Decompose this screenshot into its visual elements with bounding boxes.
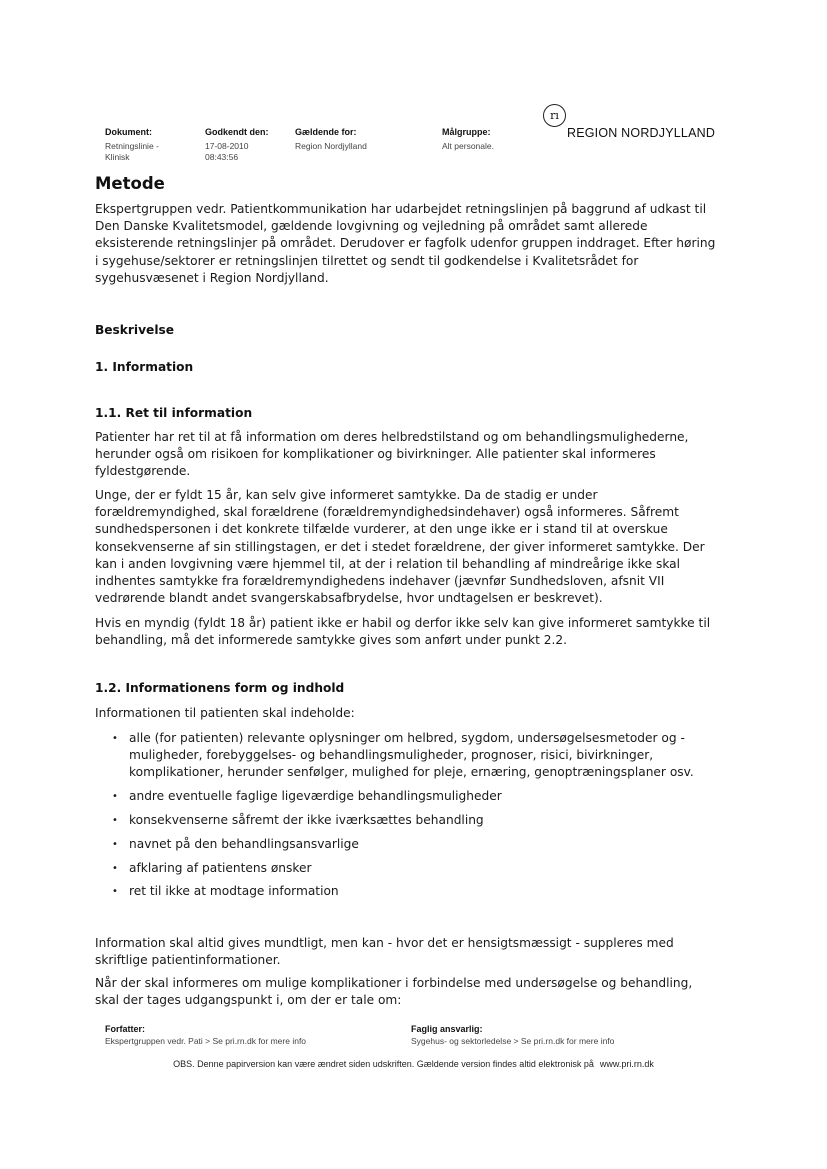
ret-paragraph-1: Patienter har ret til at få information om deres helbredstilstand og om behandlingsmulighederne, herunder også om risikoen for komplikationer og bivirkninger. Alle patienter skal informeres fyldestgørende. [95, 430, 689, 479]
header-target-group-value: Alt personale. [442, 140, 494, 151]
footer-author-label: Forfatter: [105, 1024, 145, 1034]
bullet-icon: • [112, 886, 118, 898]
header-approved-label: Godkendt den: [205, 127, 269, 137]
ret-paragraph-3: Hvis en myndig (fyldt 18 år) patient ikke er habil og derfor ikke selv kan give informeret samtykke til behandling, må det informerede samtykke gives som anført under punkt 2.2. [95, 616, 711, 648]
ret-paragraph-2: Unge, der er fyldt 15 år, kan selv give informeret samtykke. Da de stadig er under forældremyndighed, skal forældrene (forældremyndighedsindehaver) også informeres. Såfremt sundhedspersonen i det konkrete tilfælde vurderer, at den unge ikke er i stand til at overskue konsekvenserne af sin stillingstagen, er det i stedet forældrene, der giver informeret samtykke. Der kan i anden lovgivning være hjemmel til, at der i relation til behandling af mindreårige ikke skal indhentes samtykke fra forældremyndighedens indehaver (jævnfør Sundhedsloven, afsnit VII vedrørende blandt andet svangerskabsafbrydelse, hvor undtagelsen er beskrevet). [95, 488, 705, 606]
metode-text: Ekspertgruppen vedr. Patientkommunikation har udarbejdet retningslinjen på baggrund af udkast til Den Danske Kvalitetsmodel, gældende lovgivning og vejledning på området samt allerede eksisterende retningslinjer på området. Derudover er fagfolk udenfor gruppen inddraget. Efter høring i sygehuse/sektorer er retningslinjen tilrettet og sendt til godkendelse i Kvalitetsrådet for sygehusvæsenet i Region Nordjylland. [95, 202, 716, 285]
section-metode [95, 174, 720, 287]
region-logo-icon: rı [543, 104, 566, 127]
footer-responsible-value: Sygehus- og sektorledelse > Se pri.rn.dk for mere info [411, 1035, 615, 1046]
list-item [95, 883, 720, 900]
header-document-label: Dokument: [105, 127, 152, 137]
header-target-group-label: Målgruppe: [442, 127, 491, 137]
bullet-icon: • [112, 815, 118, 826]
region-logo [543, 104, 733, 144]
list-item-text: andre eventuelle faglige ligeværdige behandlingsmuligheder [129, 789, 502, 804]
header-target-group [442, 127, 542, 152]
list-item [95, 836, 720, 853]
list-item [95, 860, 720, 877]
footer-responsible [411, 1024, 711, 1047]
form-bullet-list [95, 730, 720, 907]
bullet-icon: • [112, 862, 118, 874]
header-valid-for-label: Gældende for: [295, 127, 357, 137]
header-approved [205, 127, 285, 164]
bullet-icon: • [112, 838, 118, 850]
metode-heading: Metode [95, 174, 165, 193]
header-approved-value: 17-08-2010 08:43:56 [205, 140, 249, 162]
footer-author [105, 1024, 385, 1047]
list-item [95, 730, 720, 782]
informationens-form-heading: 1.2. Informationens form og indhold [95, 681, 345, 695]
bullet-icon: • [112, 791, 118, 803]
list-item-text: ret til ikke at modtage information [129, 884, 339, 899]
header-valid-for-value: Region Nordjylland [295, 140, 367, 151]
beskrivelse-heading: Beskrivelse [95, 323, 175, 337]
bullet-icon: • [112, 733, 118, 744]
list-item [95, 788, 720, 805]
header-document-value: Retningslinie - Klinisk [105, 140, 159, 162]
footer-responsible-label: Faglig ansvarlig: [411, 1024, 483, 1034]
footer-obs-notice [0, 1059, 827, 1069]
list-item-text: konsekvenserne såfremt der ikke iværksættes behandling [129, 813, 484, 827]
form-intro: Informationen til patienten skal indeholde: [95, 706, 355, 720]
footer-author-value: Ekspertgruppen vedr. Pati > Se pri.rn.dk for mere info [105, 1035, 307, 1046]
footer-obs-text: OBS. Denne papirversion kan være ændret siden udskriften. Gældende version findes altid elektronisk på [173, 1059, 594, 1069]
list-item-text: afklaring af patientens ønsker [129, 860, 312, 875]
ret-til-information-heading: 1.1. Ret til information [95, 406, 253, 420]
header-valid-for [295, 127, 435, 152]
list-item [95, 812, 720, 829]
header-document [105, 127, 195, 164]
form-oral-paragraph: Information skal altid gives mundtligt, men kan - hvor det er hensigtsmæssigt - suppleres med skriftlige patientinformationer. [95, 936, 674, 968]
list-item-text: navnet på den behandlingsansvarlige [129, 836, 359, 851]
information-heading: 1. Information [95, 360, 194, 374]
footer-obs-url[interactable]: www.pri.rn.dk [599, 1059, 654, 1069]
list-item-text: alle (for patienten) relevante oplysninger om helbred, sygdom, undersøgelsesmetoder og -muligheder, forebyggelses- og behandlingsmuligheder, prognoser, risici, bivirkninger, komplikationer, herunder senfølger, mulighed for pleje, ernæring, genoptræningsplaner osv. [129, 731, 694, 780]
form-complications-paragraph: Når der skal informeres om mulige komplikationer i forbindelse med undersøgelse og behandling, skal der tages udgangspunkt i, om der er tale om: [95, 976, 693, 1008]
region-logo-name: REGION NORDJYLLAND [567, 126, 716, 140]
